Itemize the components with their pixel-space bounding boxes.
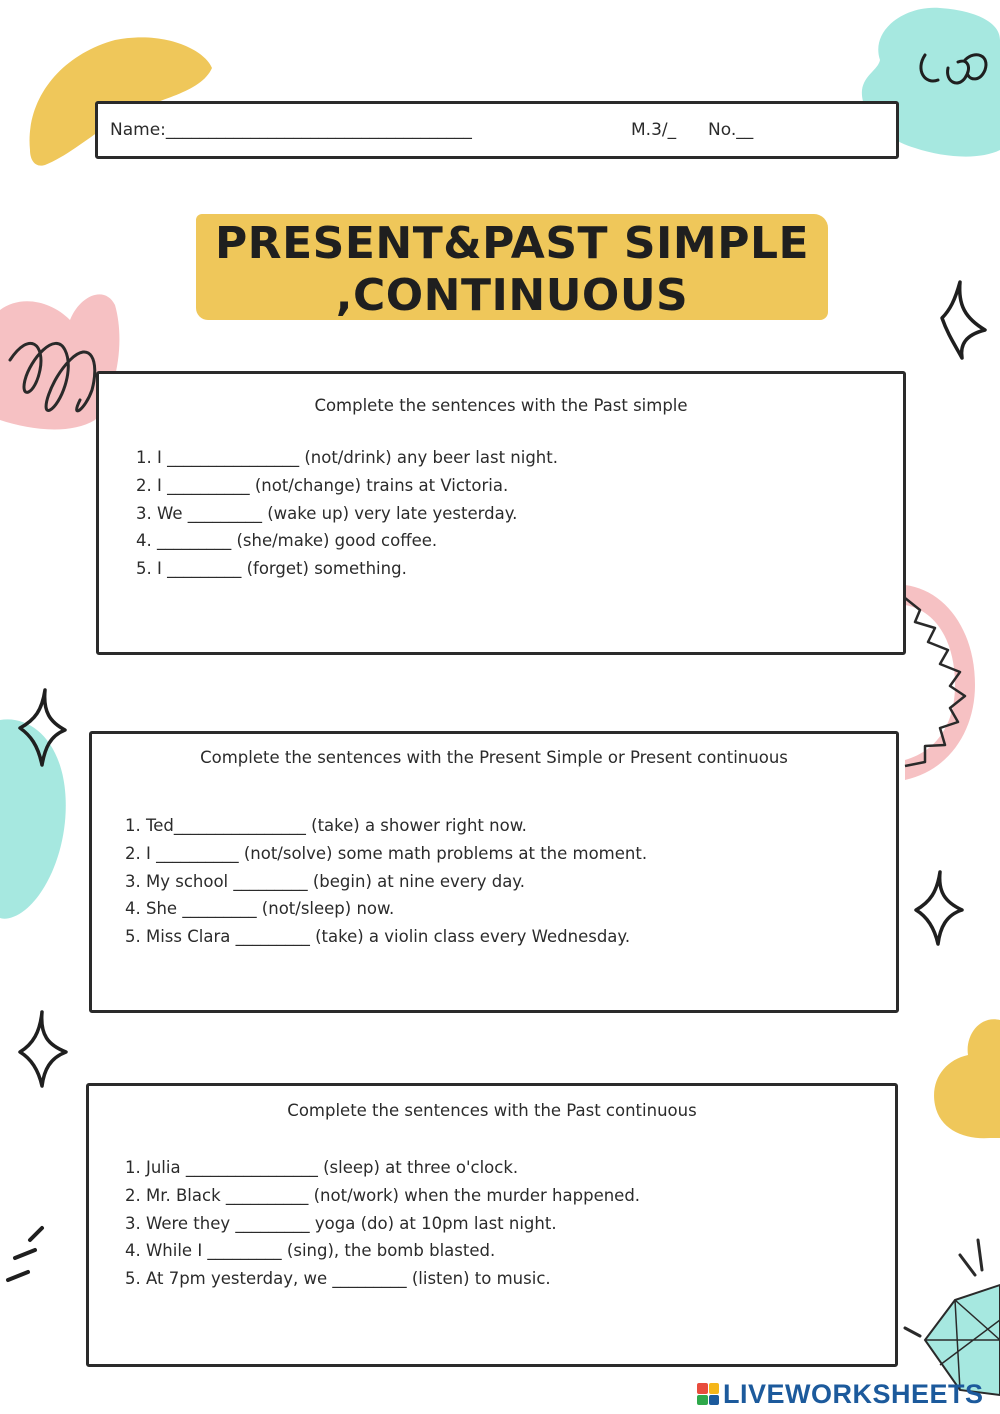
exercise-item[interactable]: 5. I _________ (forget) something. — [136, 559, 407, 579]
exercise-item[interactable]: 4. While I _________ (sing), the bomb blasted. — [125, 1241, 496, 1261]
sparkle-star-right-mid — [916, 872, 962, 944]
sparkle-star-left-bottom — [20, 1012, 66, 1086]
exercise-item[interactable]: 3. Were they _________ yoga (do) at 10pm last night. — [125, 1213, 557, 1233]
exercise-item[interactable]: 2. Mr. Black __________ (not/work) when the murder happened. — [125, 1185, 641, 1205]
exercise-instruction: Complete the sentences with the Present Simple or Present continuous — [200, 748, 788, 767]
yellow-blob-right — [934, 1019, 1000, 1138]
worksheet-title — [196, 218, 828, 322]
exercise-item[interactable]: 1. I ________________ (not/drink) any beer last night. — [136, 448, 558, 467]
exercise-instruction: Complete the sentences with the Past continuous — [287, 1101, 697, 1120]
liveworksheets-logo[interactable] — [697, 1378, 984, 1410]
student-info-bar — [95, 101, 899, 159]
exercise-item[interactable]: 4. _________ (she/make) good coffee. — [136, 531, 438, 551]
exercise-item[interactable]: 2. I __________ (not/change) trains at Victoria. — [136, 475, 509, 495]
exercise-list — [125, 1154, 640, 1293]
logo-text: LIVEWORKSHEETS — [723, 1378, 984, 1409]
exercise-item[interactable]: 5. At 7pm yesterday, we _________ (listen) to music. — [125, 1269, 551, 1289]
exercise-list — [136, 444, 558, 583]
exercise-box-past-continuous — [86, 1083, 898, 1367]
exercise-item[interactable]: 1. Ted________________ (take) a shower right now. — [125, 816, 527, 835]
class-field-label[interactable]: M.3/_ — [631, 120, 677, 140]
exercise-instruction: Complete the sentences with the Past simple — [314, 396, 688, 415]
dash-doodle — [8, 1228, 42, 1280]
exercise-item[interactable]: 3. We _________ (wake up) very late yesterday. — [136, 503, 518, 523]
exercise-item[interactable]: 1. Julia ________________ (sleep) at three o'clock. — [125, 1158, 519, 1177]
title-line-2: ,CONTINUOUS — [335, 270, 689, 321]
pink-arc-right — [905, 585, 975, 780]
number-field-label[interactable]: No.__ — [708, 120, 754, 140]
title-line-1: PRESENT&PAST SIMPLE — [214, 218, 810, 269]
name-field-label[interactable]: Name:____________________________________ — [110, 120, 472, 140]
logo-mark-icon — [697, 1383, 719, 1405]
exercise-item[interactable]: 5. Miss Clara _________ (take) a violin class every Wednesday. — [125, 927, 631, 947]
exercise-item[interactable]: 3. My school _________ (begin) at nine every day. — [125, 871, 525, 891]
exercise-box-past-simple — [96, 371, 906, 655]
exercise-box-present — [89, 731, 899, 1013]
teal-blob-left — [0, 719, 66, 918]
exercise-list — [125, 812, 647, 951]
exercise-item[interactable]: 2. I __________ (not/solve) some math problems at the moment. — [125, 843, 648, 863]
exercise-item[interactable]: 4. She _________ (not/sleep) now. — [125, 899, 395, 919]
sparkle-star-right-top — [942, 282, 985, 358]
